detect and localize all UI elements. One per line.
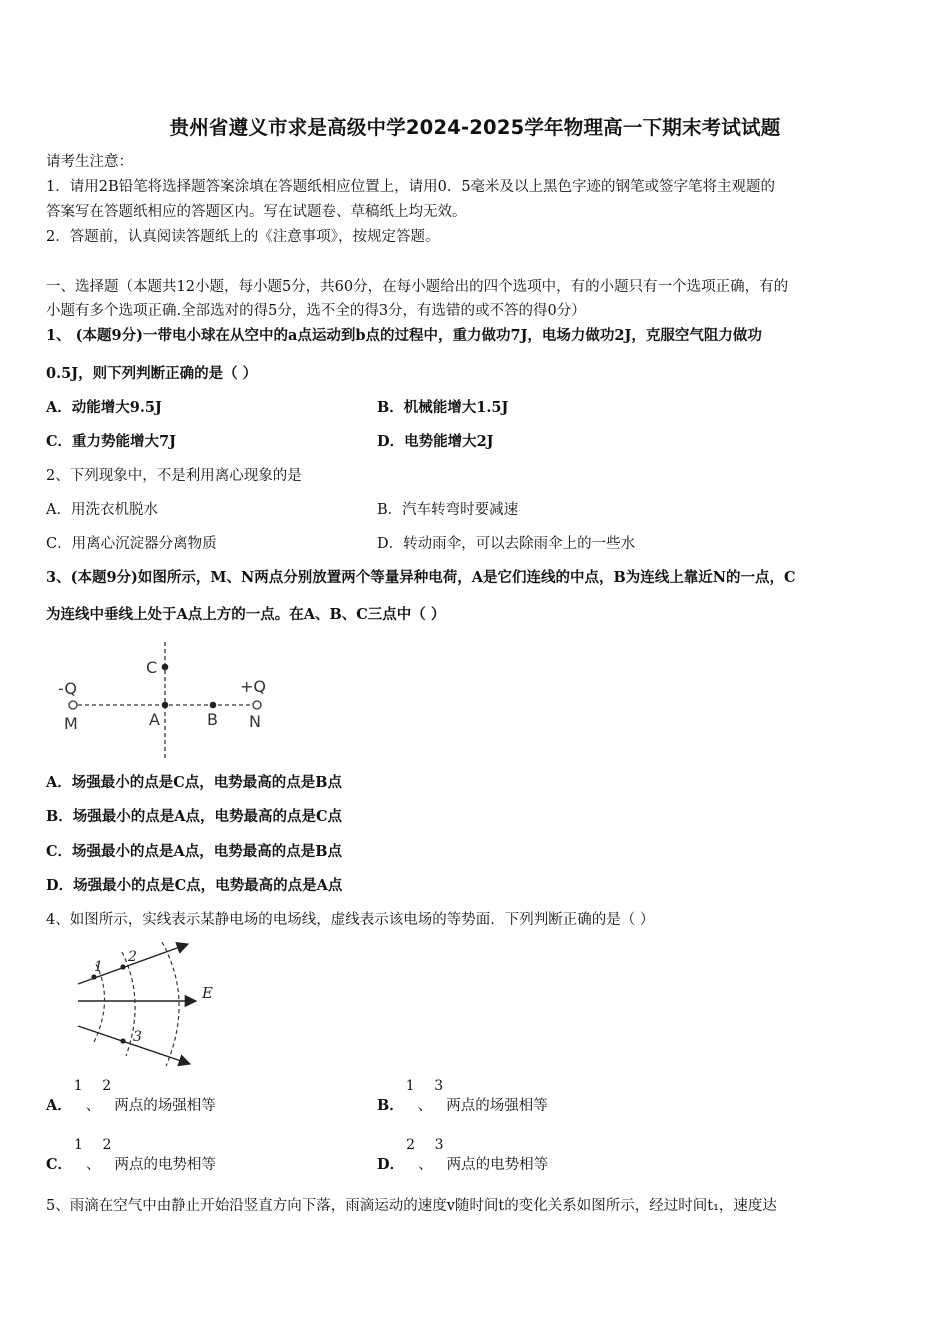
q2-option-a: A．用洗衣机脱水	[46, 502, 158, 518]
q3-label-b: B	[207, 710, 218, 729]
q4-option-d-text: 两点的电势相等	[446, 1157, 549, 1173]
q1-option-c: C．重力势能增大7J	[46, 433, 176, 450]
q4-option-c-sep: 、	[86, 1157, 101, 1173]
q4-point-2	[120, 964, 125, 969]
q4-option-c-text: 两点的电势相等	[114, 1157, 217, 1173]
q3-option-d: D．场强最小的点是C点，电势最高的点是A点	[46, 877, 343, 894]
q4-option-a-text: 两点的场强相等	[114, 1098, 216, 1114]
q4-option-c-num2: 2	[102, 1137, 112, 1153]
q3-label-n: N	[249, 712, 261, 731]
q3-point-c	[162, 664, 169, 671]
q2-option-b: B．汽车转弯时要减速	[377, 502, 519, 518]
q3-label-m: M	[64, 714, 78, 733]
q4-option-c-num1: 1	[74, 1137, 83, 1153]
q5-stem-line-1: 5、雨滴在空气中由静止开始沿竖直方向下落，雨滴运动的速度v随时间t的变化关系如图所示，经过时间t₁，速度达	[46, 1198, 777, 1214]
q3-stem-line-1: 3、(本题9分)如图所示，M、N两点分别放置两个等量异种电荷，A是它们连线的中点，B为连线上靠近N的一点，C	[46, 569, 796, 586]
q4-option-b-sep: 、	[417, 1098, 433, 1114]
q3-option-c: C．场强最小的点是A点，电势最高的点是B点	[46, 843, 343, 860]
q3-stem-line-2: 为连线中垂线上处于A点上方的一点。在A、B、C三点中（ ）	[46, 606, 446, 623]
q4-option-a-num1: 1	[73, 1078, 83, 1094]
notice-line-3: 2．答题前，认真阅读答题纸上的《注意事项》，按规定答题。	[46, 229, 440, 245]
q3-charge-figure	[50, 638, 290, 762]
q4-option-d-prefix: D．	[377, 1156, 405, 1173]
q4-label-e: E	[202, 984, 213, 1002]
q2-option-c: C．用离心沉淀器分离物质	[46, 536, 217, 552]
notice-heading: 请考生注意：	[46, 154, 133, 170]
q4-option-d-num1: 2	[406, 1137, 415, 1153]
q4-option-b-text: 两点的场强相等	[446, 1098, 548, 1114]
q4-label-1: 1	[94, 959, 103, 975]
q3-point-a	[162, 702, 169, 709]
notice-line-1: 1．请用2B铅笔将选择题答案涂填在答题纸相应位置上，请用0．5毫米及以上黑色字迹的钢笔或签字笔将主观题的	[46, 179, 776, 195]
q4-option-b	[377, 1078, 548, 1116]
q3-label-a: A	[149, 710, 160, 729]
q3-label-c: C	[146, 658, 158, 677]
q4-field-figure	[66, 938, 236, 1070]
q4-label-3: 3	[133, 1029, 142, 1045]
q3-label-left-charge: -Q	[58, 679, 77, 698]
q4-option-d	[377, 1137, 549, 1175]
q4-option-b-prefix: B．	[377, 1097, 404, 1114]
q4-option-b-num1: 1	[405, 1078, 415, 1094]
q1-stem-line-1: 1、 (本题9分)一带电小球在从空中的a点运动到b点的过程中，重力做功7J，电场力做功2J，克服空气阻力做功	[46, 327, 762, 344]
q4-option-d-sep: 、	[418, 1157, 433, 1173]
q4-option-b-num2: 3	[434, 1078, 444, 1094]
q3-option-b: B．场强最小的点是A点，电势最高的点是C点	[46, 808, 343, 825]
q4-option-a-sep: 、	[85, 1098, 101, 1114]
q4-point-3	[120, 1038, 125, 1043]
q4-option-a-num2: 2	[102, 1078, 112, 1094]
q4-option-a	[46, 1078, 216, 1116]
q1-option-b: B．机械能增大1.5J	[377, 399, 509, 416]
q4-option-d-num2: 3	[434, 1137, 444, 1153]
page-title: 贵州省遵义市求是高级中学2024-2025学年物理高一下期末考试试题	[169, 116, 781, 139]
q3-point-n	[253, 701, 261, 709]
q4-option-c	[46, 1137, 217, 1175]
section-heading-line-1: 一、选择题（本题共12小题，每小题5分，共60分，在每小题给出的四个选项中，有的小题只有一个选项正确，有的	[46, 279, 789, 295]
q2-stem: 2、下列现象中，不是利用离心现象的是	[46, 468, 302, 484]
q2-option-d: D．转动雨伞，可以去除雨伞上的一些水	[377, 536, 636, 552]
q3-option-a: A．场强最小的点是C点，电势最高的点是B点	[46, 774, 343, 791]
q1-option-a: A．动能增大9.5J	[46, 399, 162, 416]
notice-line-2: 答案写在答题纸相应的答题区内。写在试题卷、草稿纸上均无效。	[46, 204, 467, 220]
q4-stem: 4、如图所示，实线表示某静电场的电场线，虚线表示该电场的等势面．下列判断正确的是（ ）	[46, 912, 655, 928]
q4-option-c-prefix: C．	[46, 1156, 73, 1173]
q4-option-a-prefix: A．	[46, 1097, 72, 1114]
q3-point-b	[210, 702, 217, 709]
section-heading-line-2: 小题有多个选项正确.全部选对的得5分，选不全的得3分，有选错的或不答的得0分）	[46, 303, 586, 319]
q1-stem-line-2: 0.5J，则下列判断正确的是（ ）	[46, 365, 258, 382]
q3-point-m	[69, 701, 77, 709]
q4-label-2: 2	[128, 949, 137, 965]
q3-label-right-charge: +Q	[240, 677, 266, 696]
q4-point-1	[91, 974, 96, 979]
q1-option-d: D．电势能增大2J	[377, 433, 494, 450]
q4-equipotential-3	[162, 942, 179, 1066]
